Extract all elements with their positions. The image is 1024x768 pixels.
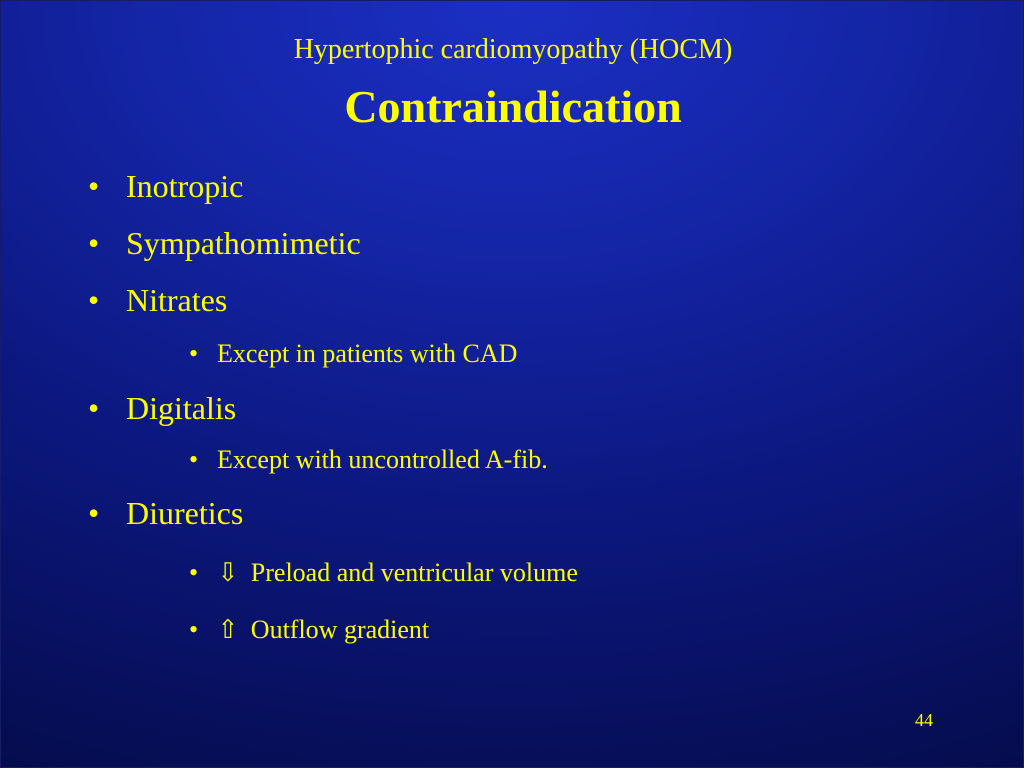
slide-subtitle: Hypertophic cardiomyopathy (HOCM) xyxy=(293,34,733,65)
sub-bullet-item-cad xyxy=(189,338,517,370)
bullet-marker: • xyxy=(189,445,199,474)
bullet-marker: • xyxy=(189,558,199,587)
bullet-marker: • xyxy=(88,390,100,426)
bullet-label: Outflow gradient xyxy=(250,615,430,644)
bullet-item-digitalis xyxy=(88,389,236,427)
bullet-marker: • xyxy=(88,282,100,318)
bullet-label: Digitalis xyxy=(126,390,237,426)
slide-title: Contraindication xyxy=(344,81,682,132)
bullet-item-inotropic xyxy=(88,167,243,205)
bullet-label: Preload and ventricular volume xyxy=(250,558,578,587)
sub-bullet-item-afib xyxy=(189,444,548,476)
bullet-marker: • xyxy=(88,495,100,531)
bullet-label: Inotropic xyxy=(126,168,244,204)
arrow-down-outline-icon: ⇩ xyxy=(217,558,239,587)
sub-bullet-item-preload xyxy=(189,557,578,589)
bullet-item-nitrates xyxy=(88,281,227,319)
bullet-label: Diuretics xyxy=(126,495,244,531)
bullet-item-sympathomimetic xyxy=(88,224,361,262)
bullet-marker: • xyxy=(88,168,100,204)
page-number: 44 xyxy=(915,710,933,730)
bullet-label: Sympathomimetic xyxy=(126,225,361,261)
bullet-marker: • xyxy=(88,225,100,261)
bullet-label: Except in patients with CAD xyxy=(217,339,518,368)
arrow-up-outline-icon: ⇧ xyxy=(217,615,239,644)
bullet-marker: • xyxy=(189,339,199,368)
bullet-label: Except with uncontrolled A-fib. xyxy=(217,445,548,474)
bullet-label: Nitrates xyxy=(126,282,228,318)
sub-bullet-item-outflow xyxy=(189,614,429,646)
bullet-marker: • xyxy=(189,615,199,644)
bullet-item-diuretics xyxy=(88,494,243,532)
